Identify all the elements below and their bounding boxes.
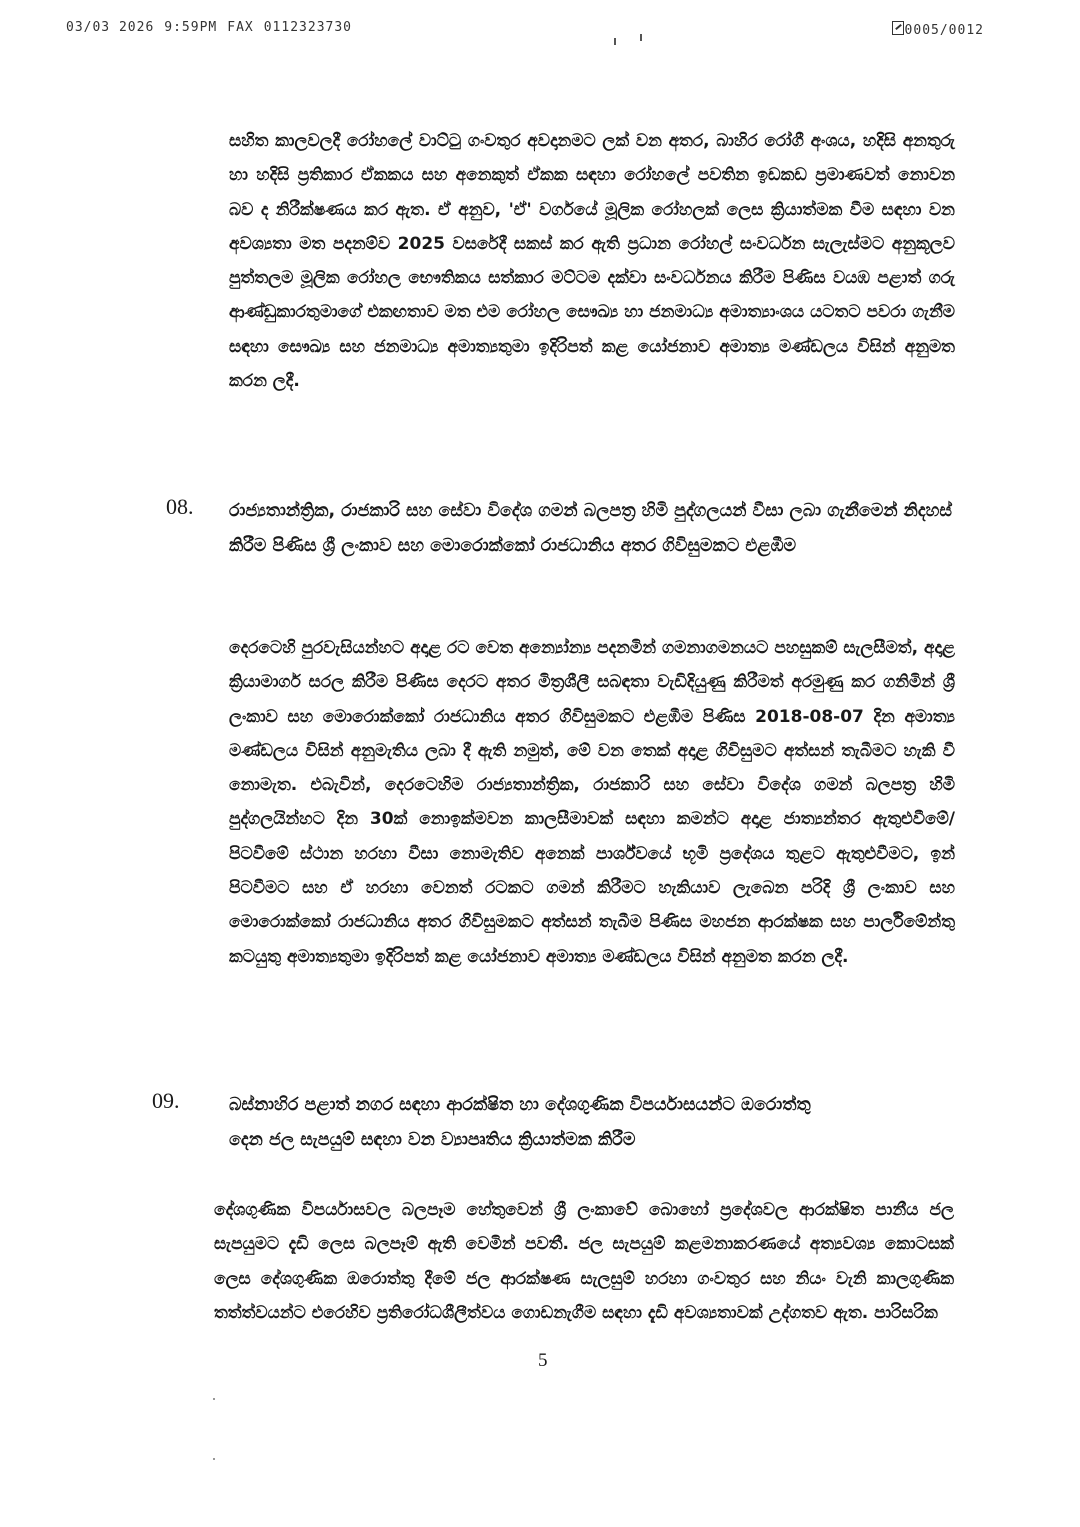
fax-number: 0112323730 (263, 20, 353, 35)
section-08-number: 08. (166, 494, 194, 519)
section-09-title: බස්නාහිර පළාත් නගර සඳහා ආරක්ෂිත හා දේශගුණික විපර්යාසයන්ට ඔරොත්තු දෙන ජල සැපයුම් සඳහා වන ව්‍යාපෘතිය ක්‍රියාත්මක කිරීම (229, 1095, 811, 1150)
fax-page-icon (892, 21, 904, 35)
continuation-paragraph: සහිත කාලවලදී රෝහලේ වාට්ටු ගංවතුර අවදානමට ලක් වන අතර, බාහිර රෝගී අංශය, හදිසි අනතුරු හා හදිසි ප්‍රතිකාර ඒකකය සහ අනෙකුත් ඒකක සඳහා රෝහලේ පවතින ඉඩකඩ ප්‍රමාණවත් නොවන බව ද නිරීක්ෂණය කර ඇත. ඒ අනුව, 'ඒ' වර්ගයේ මූලික රෝහලක් ලෙස ක්‍රියාත්මක වීම සඳහා වන අවශ්‍යතා මත පදනම්ව 2025 වසරේදී සකස් කර ඇති ප්‍රධාන රෝහල් සංවර්ධන සැලැස්මට අනුකූලව පුත්තලම මූලික රෝහල භෞතිකය සත්කාර මට්ටම දක්වා සංවර්ධනය කිරීම පිණිස වයඹ පළාත් ගරු ආණ්ඩුකාරතුමාගේ එකඟතාව මත එම රෝහල සෞඛ්‍ය හා ජනමාධ්‍ය අමාත්‍යාංශය යටතට පවරා ගැනීම සඳහා සෞඛ්‍ය සහ ජනමාධ්‍ය අමාත්‍යතුමා ඉදිරිපත් කළ යෝජනාව අමාත්‍ය මණ්ඩලය විසින් අනුමත කරන ලදී. (229, 131, 955, 392)
fax-time: 9:59PM (164, 20, 218, 35)
section-09-number: 09. (152, 1088, 180, 1113)
section-08-title: රාජ්‍යතාන්ත්‍රික, රාජකාරි සහ සේවා විදේශ ගමන් බලපත්‍ර හිමි පුද්ගලයන් වීසා ලබා ගැනීමෙන් නිදහස් කිරීම පිණිස ශ්‍රී ලංකාව සහ මොරොක්කෝ රාජධානිය අතර ගිවිසුමකට එළඹීම (229, 501, 952, 556)
fax-header-right (892, 20, 984, 38)
section-08-body: දෙරටෙහි පුරවැසියන්හට අදාළ රට වෙත අන්‍යෝන්‍ය පදනමින් ගමනාගමනයට පහසුකම් සැලසීමත්, අදාළ ක්‍රියාමාර්ග සරල කිරීම පිණිස දෙරට අතර මිත්‍රශීලී සබඳතා වැඩිදියුණු කිරීමත් අරමුණු කර ගනිමින් ශ්‍රී ලංකාව සහ මොරොක්කෝ රාජධානිය අතර ගිවිසුමකට එළඹීම පිණිස 2018-08-07 දින අමාත්‍ය මණ්ඩලය විසින් අනුමැතිය ලබා දී ඇති නමුත්, මේ වන තෙක් අදාළ ගිවිසුමට අත්සන් තැබීමට හැකි වී නොමැත. එබැවින්, දෙරටෙහිම රාජ්‍යතාන්ත්‍රික, රාජකාරි සහ සේවා විදේශ ගමන් බලපත්‍ර හිමි පුද්ගලයින්හට දින 30ක් නොඉක්මවන කාලසීමාවක් සඳහා කමන්ට අදාළ ජාත්‍යන්තර ඇතුළුවීමේ/පිටවීමේ ස්ථාන හරහා වීසා නොමැතිව අනෙක් පාර්ශ්වයේ භූමි ප්‍රදේශය තුළට ඇතුළුවීමට, ඉන් පිටවීමට සහ ඒ හරහා වෙනත් රටකට ගමන් කිරීමට හැකියාව ලැබෙන පරිදි ශ්‍රී ලංකාව සහ මොරොක්කෝ රාජධානිය අතර ගිවිසුමකට අත්සන් තැබීම පිණිස මහජන ආරක්ෂක සහ පාර්ලිමේන්තු කටයුතු අමාත්‍යතුමා ඉදිරිපත් කළ යෝජනාව අමාත්‍ය මණ්ඩලය විසින් අනුමත කරන ලදී. (229, 638, 955, 967)
fax-page-counter: 0005/0012 (904, 23, 984, 38)
scan-mark (614, 38, 616, 45)
section-09-body: දේශගුණික විපර්යාසවල බලපෑම හේතුවෙන් ශ්‍රී ලංකාවේ බොහෝ ප්‍රදේශවල ආරක්ෂිත පානීය ජල සැපයුමට දැඩි ලෙස බලපෑම් ඇති වෙමින් පවතී. ජල සැපයුම් කළමනාකරණයේ අත්‍යවශ්‍ය කොටසක් ලෙස දේශගුණික ඔරොත්තු දීමේ ජල ආරක්ෂණ සැලසුම් හරහා ගංවතුර සහ නියං වැනි කාලගුණික තත්ත්වයන්ට එරෙහිව ප්‍රතිරෝධශීලීත්වය ගොඩනැගීම සඳහා දැඩි අවශ්‍යතාවක් උද්ගතව ඇත. පාරිසරික (214, 1200, 954, 1323)
fax-date: 03/03 2026 (66, 20, 155, 35)
fax-header (66, 20, 984, 40)
scan-speck (213, 1458, 215, 1460)
fax-label: FAX (227, 20, 254, 35)
page-number: 5 (538, 1350, 548, 1371)
scan-mark (640, 34, 642, 41)
fax-header-left (66, 20, 362, 35)
scan-speck (213, 1398, 215, 1400)
